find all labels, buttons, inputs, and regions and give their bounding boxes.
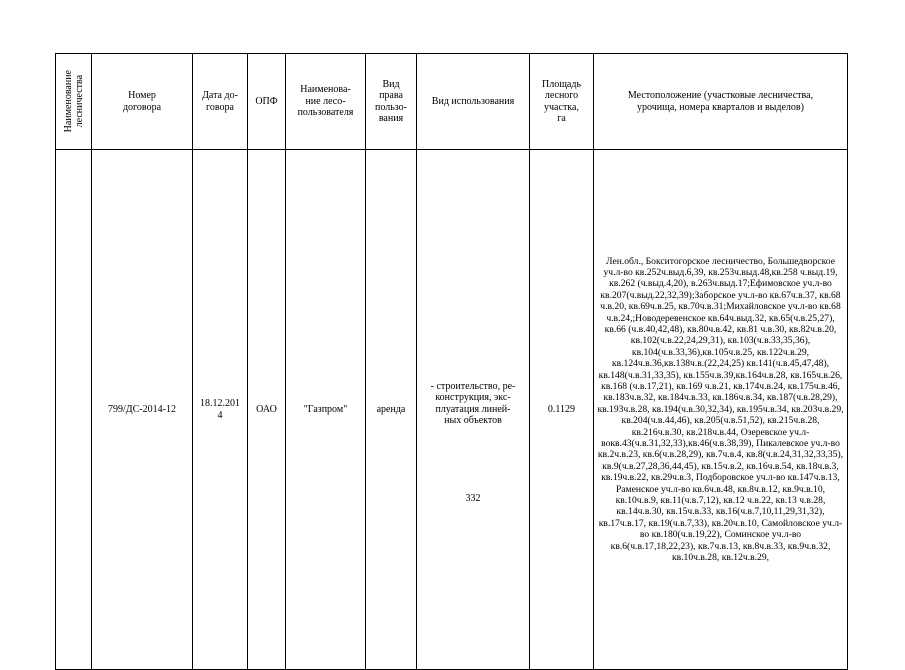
cell-opf: ОАО <box>248 150 286 670</box>
header-contract-date: Дата до- говора <box>193 54 248 150</box>
table-row <box>56 150 848 670</box>
cell-right-type: аренда <box>366 150 417 670</box>
header-row <box>56 54 848 150</box>
cell-contract-number: 799/ДС-2014-12 <box>92 150 193 670</box>
cell-area: 0.1129 <box>530 150 594 670</box>
cell-forestry <box>56 150 92 670</box>
header-contract-number: Номер договора <box>92 54 193 150</box>
forest-lease-register-table <box>55 53 848 670</box>
cell-contract-date: 18.12.201 4 <box>193 150 248 670</box>
cell-user-name: "Газпром" <box>286 150 366 670</box>
header-user-name: Наименова- ние лесо- пользователя <box>286 54 366 150</box>
header-area: Площадь лесного участка, га <box>530 54 594 150</box>
header-right-type: Вид права пользо- вания <box>366 54 417 150</box>
cell-usage-type <box>417 150 530 670</box>
header-opf: ОПФ <box>248 54 286 150</box>
header-location: Местоположение (участковые лесничества, урочища, номера кварталов и выделов) <box>594 54 848 150</box>
usage-type-text: - строительство, ре- конструкция, экс- плуатация линей- ных объектов <box>430 380 516 427</box>
page-number: 332 <box>465 492 481 504</box>
header-forestry: Наименование лесничества <box>56 54 92 150</box>
cell-location: Лен.обл., Бокситогорское лесничество, Большедворское уч.л-во кв.252ч.выд.6,39, кв.253ч.выд.48,кв.258 ч.выд.19, кв.262 (ч.выд.4,20), в.263ч.выд.17;Ефимовское уч.л-во кв.207(ч.выд.22,32,39);Заборское уч.л-во кв.67ч.в.37, кв.68 ч.в.20, кв.69ч.в.25, кв.70ч.в.31;Михайловское уч.л-во кв.68 ч.в.24,;Новодеревенское кв.64ч.выд.32, кв.65(ч.в.25,27), кв.66 (ч.в.40,42,48), кв.80ч.в.42, кв.81 ч.в.30, кв.82ч.в.20, кв.102(ч.в.22,24,29,31), кв.103(ч.в.33,35,36), кв.104(ч.в.33,36),кв.105ч.в.25, кв.122ч.в.29, кв.124ч.в.36,кв.138ч.в.(22,24,25) кв.141(ч.в.45,47,48), кв.148(ч.в.31,33,35), кв.155ч.в.39,кв.164ч.в.28, кв.165ч.в.26, кв.168 (ч.в.17,21), кв.169 ч.в.21, кв.174ч.в.24, кв.175ч.в.46, кв.183ч.в.32, кв.184ч.в.33, кв.186ч.в.34, кв.187(ч.в.28,29), кв.193ч.в.28, кв.194(ч.в.30,32,34), кв.195ч.в.34, кв.203ч.в.29, кв.204(ч.в.44,46), кв.205(ч.в.51,52), кв.215ч.в.28, кв.216ч.в.30, кв.218ч.в.44, Озеревское уч.л-вокв.43(ч.в.31,32,33),кв.46(ч.в.38,39), Пикалевское уч.л-во кв.2ч.в.23, кв.6(ч.в.28,29), кв.7ч.в.4, кв.8(ч.в.24,31,32,33,35), кв.9(ч.в.27,28,36,44,45), кв.15ч.в.2, кв.16ч.в.54, кв.18ч.в.3, кв.19ч.в.22, кв.29ч.в.3, Подборовское уч.л-во кв.147ч.в.13, Раменское уч.л-во кв.6ч.в.48, кв.8ч.в.12, кв.9ч.в.10, кв.10ч.в.9, кв.11(ч.в.7,12), кв.12 ч.в.22, кв.13 ч.в.28, кв.14ч.в.30, кв.15ч.в.33, кв.16(ч.в.7,10,11,29,31,32), кв.17ч.в.17, кв.19(ч.в.7,33), кв.20ч.в.10, Самойловское уч.л-во кв.180(ч.в.19,22), Соминское уч.л-во кв.6(ч.в.17,18,22,23), кв.7ч.в.13, кв.8ч.в.33, кв.9ч.в.32, кв.10ч.в.28, кв.12ч.в.29, <box>594 150 848 670</box>
header-usage-type: Вид использования <box>417 54 530 150</box>
